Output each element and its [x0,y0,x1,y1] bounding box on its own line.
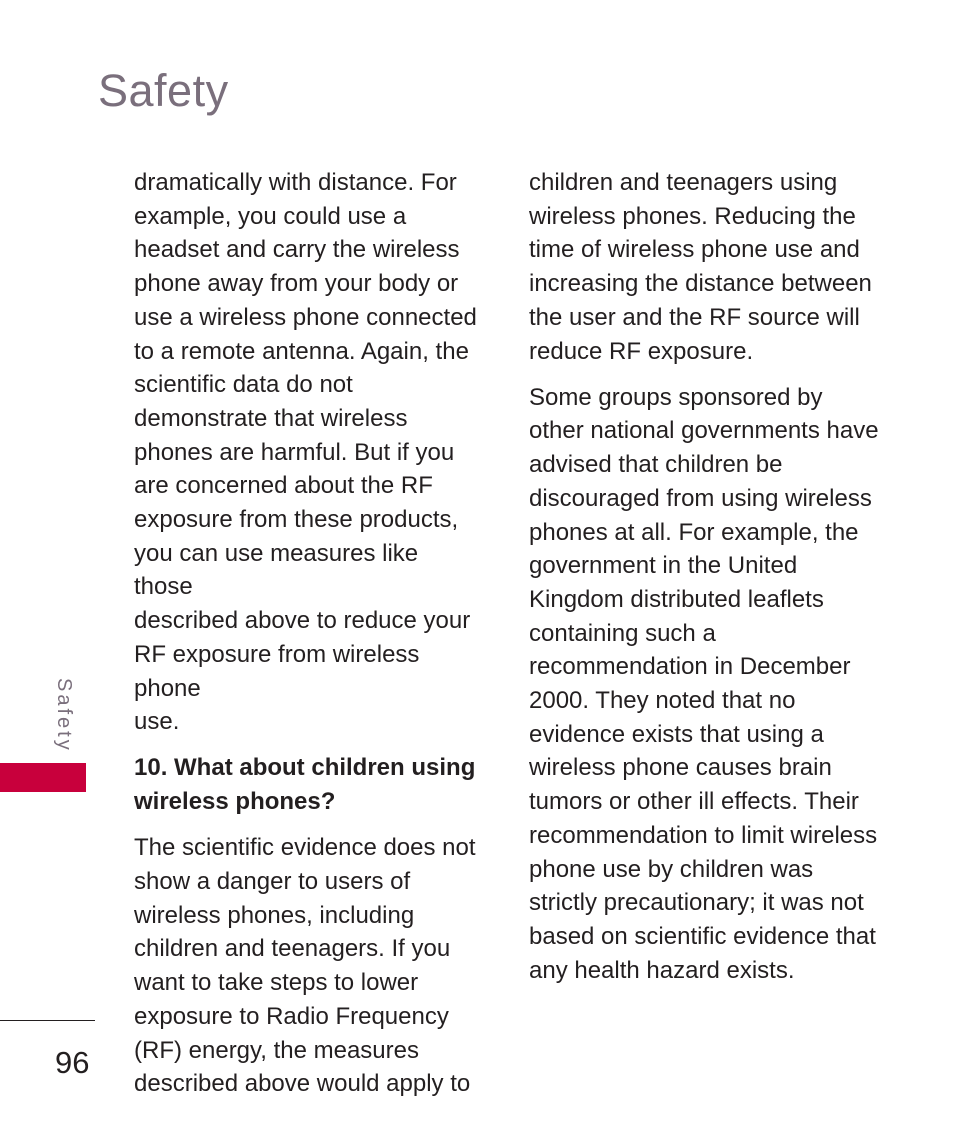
body-paragraph: The scientific evidence does not show a danger to users of wireless phones, including children and teenagers. If you want to take steps to lower exposure to Radio Frequency (RF) energy, the measures described above would apply to [134,834,476,1098]
body-paragraph: Some groups sponsored by other national governments have advised that children be discouraged from using wireless phones at all. For example, the government in the United Kingdom distributed leaflets containing such a recommendation in December 2000. They noted that no evidence exists that using a wireless phone causes brain tumors or other ill effects. Their recommendation to limit wireless phone use by children was strictly precautionary; it was not based on scientific evidence that any health hazard exists. [529,383,879,984]
left-column [134,166,479,1113]
body-paragraph: dramatically with distance. For example, you could use a headset and carry the wireless phone away from your body or use a wireless phone connected to a remote antenna. Again, the scientific data do not demonstrate that wireless phones are harmful. But if you are concerned about the RF exposure from these products, you can use measures like those described above to reduce your RF exposure from wireless phone use. [134,169,477,736]
body-paragraph: children and teenagers using wireless phones. Reducing the time of wireless phone use and increasing the distance between the user and the RF source will reduce RF exposure. [529,169,872,365]
sidebar-section-label: Safety [53,678,75,753]
right-column [529,166,879,1000]
footer-divider [0,1020,95,1021]
page-title: Safety [98,65,229,116]
section-tab-marker [0,763,86,792]
page-number: 96 [55,1045,90,1080]
question-heading: 10. What about children using wireless phones? [134,754,476,816]
